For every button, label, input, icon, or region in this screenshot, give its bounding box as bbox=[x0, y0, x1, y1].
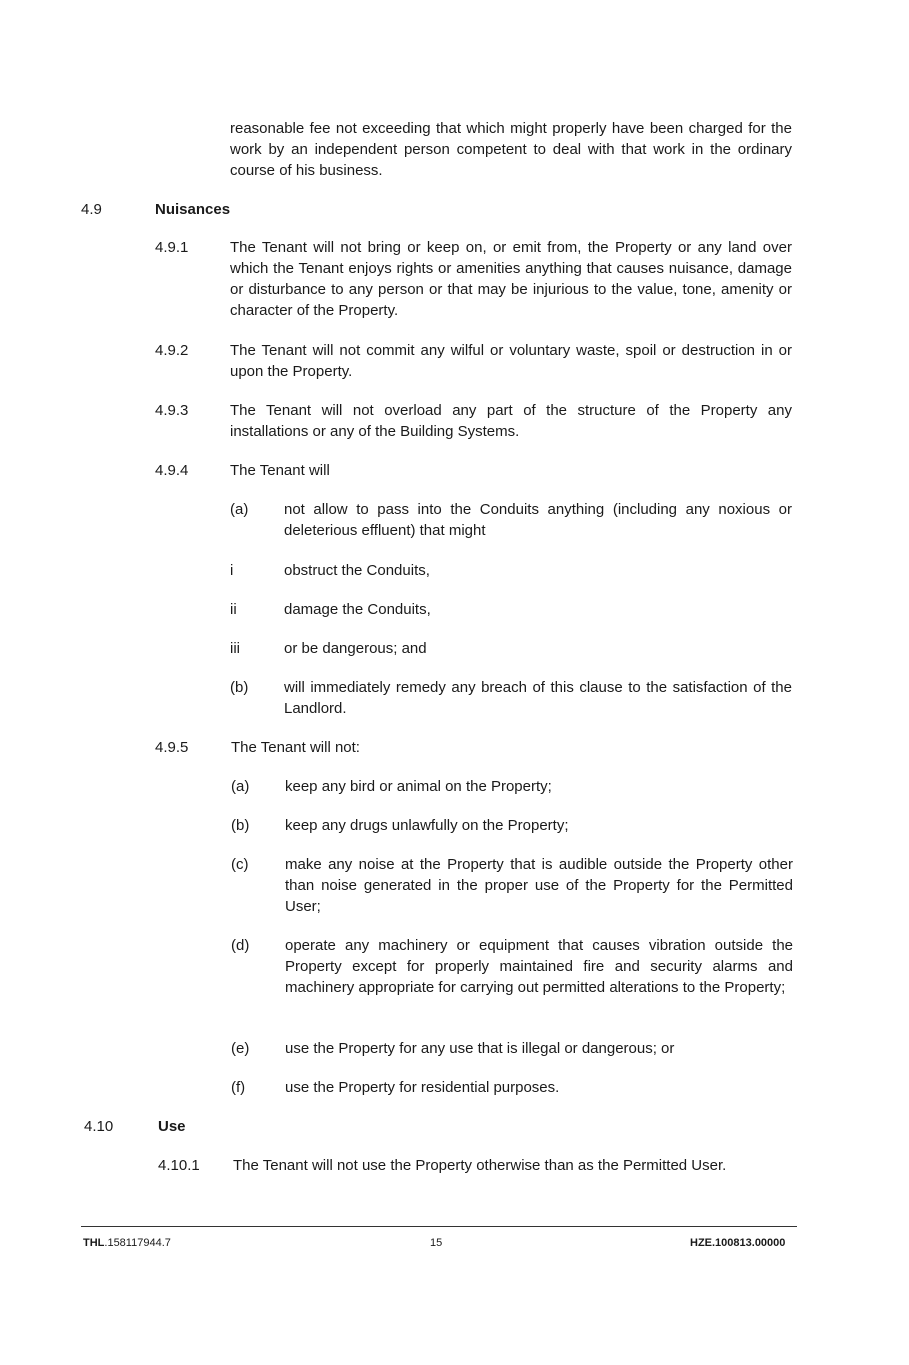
clause-number: 4.9.1 bbox=[155, 239, 189, 256]
clause-number: 4.10.1 bbox=[158, 1157, 200, 1174]
subclause-label: (e) bbox=[231, 1040, 250, 1057]
subclause-label: (a) bbox=[230, 501, 249, 518]
subclause-label: (b) bbox=[230, 679, 249, 696]
footer-left-reference bbox=[83, 1236, 171, 1250]
subclause-text: keep any bird or animal on the Property; bbox=[285, 778, 552, 795]
subclause-text: keep any drugs unlawfully on the Property; bbox=[285, 817, 569, 834]
section-number: 4.9 bbox=[81, 201, 102, 218]
section-number: 4.10 bbox=[84, 1118, 114, 1135]
footer-right-reference: HZE.100813.00000 bbox=[690, 1237, 786, 1249]
section-heading: Use bbox=[158, 1118, 186, 1135]
intro-continuation: reasonable fee not exceeding that which might properly have been charged for the work by an independent person competent to deal with that work in the ordinary course of his business. bbox=[230, 120, 792, 179]
clause-number: 4.9.2 bbox=[155, 342, 189, 359]
subclause-label: (d) bbox=[231, 937, 250, 954]
subitem-label: ii bbox=[230, 601, 237, 618]
subitem-label: i bbox=[230, 562, 234, 579]
subitem-text: damage the Conduits, bbox=[284, 601, 431, 618]
subclause-label: (b) bbox=[231, 817, 250, 834]
footer-rule bbox=[81, 1226, 797, 1227]
subitem-label: iii bbox=[230, 640, 240, 657]
clause-text: The Tenant will not: bbox=[231, 739, 360, 756]
subitem-text: obstruct the Conduits, bbox=[284, 562, 430, 579]
clause-text: The Tenant will bbox=[230, 462, 330, 479]
subclause-text: operate any machinery or equipment that causes vibration outside the Property except for properly maintained fire and security alarms and machinery appropriate for carrying out permitted alterations to the Property; bbox=[285, 937, 793, 996]
footer-left-rest: .158117944.7 bbox=[104, 1237, 171, 1249]
clause-text: The Tenant will not overload any part of the structure of the Property any installations or any of the Building Systems. bbox=[230, 402, 792, 440]
clause-text: The Tenant will not use the Property otherwise than as the Permitted User. bbox=[233, 1157, 727, 1174]
subclause-label: (c) bbox=[231, 856, 249, 873]
subitem-text: or be dangerous; and bbox=[284, 640, 427, 657]
subclause-text: use the Property for any use that is illegal or dangerous; or bbox=[285, 1040, 675, 1057]
clause-number: 4.9.4 bbox=[155, 462, 189, 479]
section-heading: Nuisances bbox=[155, 201, 231, 218]
subclause-text: use the Property for residential purposes. bbox=[285, 1079, 560, 1096]
clause-text: The Tenant will not bring or keep on, or emit from, the Property or any land over which the Tenant enjoys rights or amenities anything that causes nuisance, damage or disturbance to any person or that may be injurious to the value, tone, amenity or character of the Property. bbox=[230, 239, 792, 319]
subclause-text: not allow to pass into the Conduits anything (including any noxious or deleterious effluent) that might bbox=[284, 501, 792, 539]
clause-number: 4.9.5 bbox=[155, 739, 189, 756]
subclause-text: make any noise at the Property that is audible outside the Property other than noise generated in the proper use of the Property for the Permitted User; bbox=[285, 856, 793, 915]
footer-left-prefix: THL bbox=[83, 1237, 105, 1249]
subclause-label: (f) bbox=[231, 1079, 246, 1096]
clause-number: 4.9.3 bbox=[155, 402, 189, 419]
subclause-text: will immediately remedy any breach of this clause to the satisfaction of the Landlord. bbox=[284, 679, 792, 717]
page-number: 15 bbox=[430, 1237, 443, 1249]
subclause-label: (a) bbox=[231, 778, 250, 795]
clause-text: The Tenant will not commit any wilful or voluntary waste, spoil or destruction in or upon the Property. bbox=[230, 342, 792, 380]
